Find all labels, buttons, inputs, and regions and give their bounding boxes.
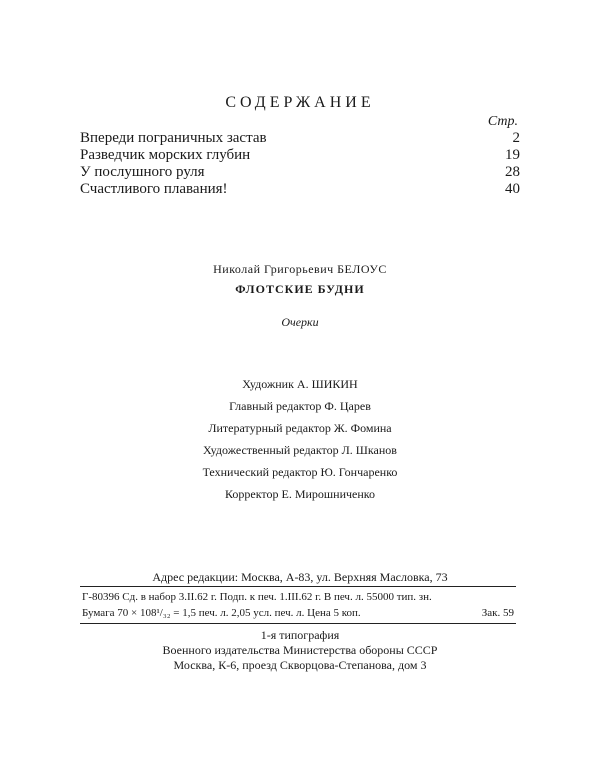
contents-heading: СОДЕРЖАНИЕ (225, 94, 375, 111)
toc-item-title: Счастливого плавания! (80, 181, 228, 197)
printer-line: Военного издательства Министерства обороны СССР (162, 643, 438, 657)
toc-item (80, 181, 520, 198)
imprint-text: Г-80396 Сд. в набор 3.II.62 г. Подп. к печ. 1.III.62 г. В печ. л. 55000 тип. зн. (82, 591, 432, 603)
toc-item-page: 28 (505, 164, 520, 180)
order-number: Зак. 59 (481, 607, 514, 619)
toc-item (80, 130, 520, 147)
credit-line: Художник А. ШИКИН (242, 377, 358, 391)
toc-item-page: 19 (505, 147, 520, 163)
printer-info (0, 628, 600, 673)
toc-item (80, 164, 520, 181)
imprint-line (82, 589, 514, 605)
toc-item-title: Впереди пограничных застав (80, 130, 267, 146)
toc-item-title: У послушного руля (80, 164, 205, 180)
credit-line: Главный редактор Ф. Царев (229, 399, 371, 413)
imprint-box (80, 586, 516, 624)
editorial-address: Адрес редакции: Москва, А-83, ул. Верхняя Масловка, 73 (152, 570, 448, 584)
credit-line: Литературный редактор Ж. Фомина (208, 421, 392, 435)
credit-line: Художественный редактор Л. Шканов (203, 443, 397, 457)
credit-line: Корректор Е. Мирошниченко (225, 487, 375, 501)
page-column-label: Стр. (487, 114, 518, 129)
imprint-text: Бумага 70 × 108¹/₃₂ = 1,5 печ. л. 2,05 усл. печ. л. Цена 5 коп. (82, 607, 361, 619)
toc-item-page: 2 (512, 130, 520, 146)
book-title: ФЛОТСКИЕ БУДНИ (235, 282, 365, 296)
printer-line: Москва, К-6, проезд Скворцова-Степанова, дом 3 (173, 658, 427, 672)
printer-line: 1-я типография (260, 628, 340, 642)
book-genre: Очерки (281, 315, 319, 329)
imprint-line (82, 605, 514, 621)
toc-item (80, 147, 520, 164)
credits-list (0, 373, 600, 505)
toc-item-page: 40 (505, 181, 520, 197)
credit-line: Технический редактор Ю. Гончаренко (202, 465, 398, 479)
toc-item-title: Разведчик морских глубин (80, 147, 251, 163)
author-name: Николай Григорьевич БЕЛОУС (213, 262, 387, 276)
table-of-contents (80, 130, 520, 198)
